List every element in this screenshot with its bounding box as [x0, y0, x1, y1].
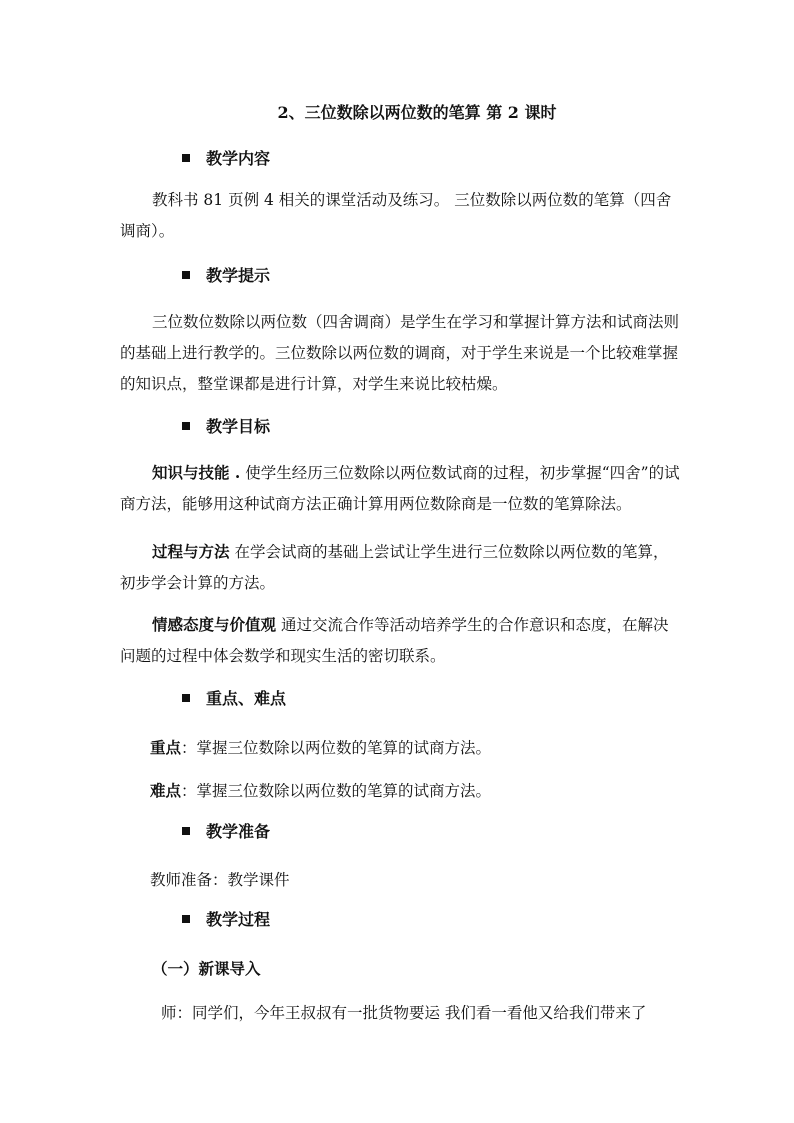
square-bullet-icon: [182, 827, 190, 835]
preparation-line: [150, 868, 794, 890]
square-bullet-icon: [182, 422, 190, 430]
goal-emotion-paragraph: [120, 609, 680, 672]
key-point-line: [150, 736, 794, 758]
goal-knowledge-paragraph: [120, 457, 680, 520]
goal-label: 过程与方法: [152, 542, 230, 561]
line-text: ：掌握三位数除以两位数的笔算的试商方法。: [181, 782, 492, 800]
paragraph-text: 三位数位数除以两位数（四舍调商）是学生在学习和掌握计算方法和试商法则的基础上进行教学的。三位数除以两位数的调商，对于学生来说是一个比较难掌握的知识点，整堂课都是进行计算，对学生来说比较枯燥。: [120, 313, 680, 393]
heading-text: 重点、难点: [206, 689, 287, 708]
paragraph-text: 在学会试商的基础上尝试让学生进行三位数除以两位数的笔算，初步学会计算的方法。: [120, 543, 669, 592]
hint-paragraph: [120, 307, 680, 400]
content-paragraph: [120, 185, 680, 247]
heading-text: 教学内容: [206, 149, 271, 168]
paragraph-text: 教科书 81 页例 4 相关的课堂活动及练习。 三位数除以两位数的笔算（四舍调商）。: [120, 191, 672, 240]
square-bullet-icon: [182, 271, 190, 279]
paragraph-text: 通过交流合作等活动培养学生的合作意识和态度，在解决问题的过程中体会数学和现实生活的密切联系。: [120, 616, 669, 665]
section-heading-preparation: [182, 819, 794, 842]
section-heading-process: [182, 907, 794, 930]
difficulty-label: 难点: [150, 781, 182, 800]
goal-label: 知识与技能 .: [152, 463, 241, 482]
paragraph-text: 使学生经历三位数除以两位数试商的过程，初步掌握“四舍”的试商方法，能够用这种试商方法正确计算用两位数除商是一位数的笔算除法。: [120, 464, 680, 513]
section-heading-key-points: [182, 686, 794, 709]
line-text: 师：同学们，今年王叔叔有一批货物要运 我们看一看他又给我们带来了: [161, 1004, 647, 1022]
section-heading-content: [182, 146, 794, 169]
page-title: 2、三位数除以两位数的笔算 第 2 课时: [277, 103, 557, 122]
section-heading-hint: [182, 263, 794, 286]
square-bullet-icon: [182, 915, 190, 923]
subheading-text: （一）新课导入: [152, 959, 261, 978]
square-bullet-icon: [182, 694, 190, 702]
intro-line: [161, 1001, 794, 1023]
heading-text: 教学准备: [206, 822, 271, 841]
goal-label: 情感态度与价值观: [152, 615, 277, 634]
difficulty-line: [150, 779, 794, 801]
line-text: ：掌握三位数除以两位数的笔算的试商方法。: [181, 739, 492, 757]
section-heading-goals: [182, 414, 794, 437]
key-label: 重点: [150, 738, 182, 757]
line-text: 教师准备：教学课件: [150, 871, 290, 889]
goal-process-paragraph: [120, 536, 680, 599]
heading-text: 教学过程: [206, 910, 271, 929]
heading-text: 教学目标: [206, 417, 271, 436]
subsection-heading-intro: [152, 957, 794, 979]
square-bullet-icon: [182, 154, 190, 162]
heading-text: 教学提示: [206, 266, 271, 285]
